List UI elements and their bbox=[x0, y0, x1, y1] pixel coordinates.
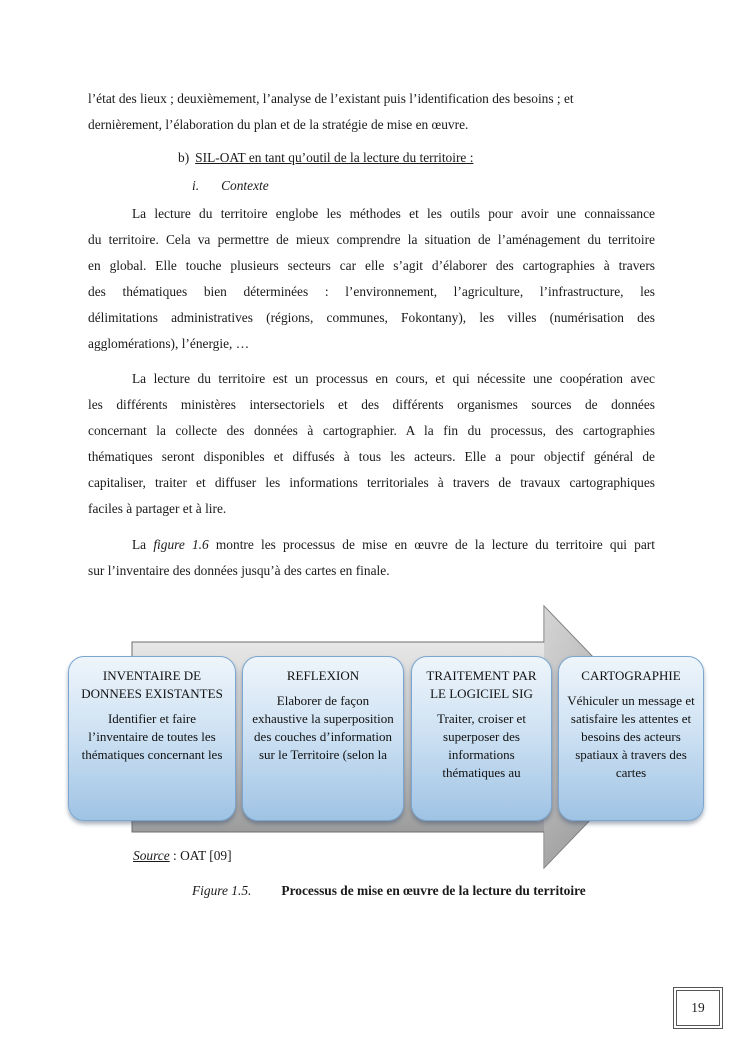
intro-line-1: l’état des lieux ; deuxièmement, l’analyse de l’existant puis l’identification des besoins ; et bbox=[88, 91, 574, 106]
para2-line-3: concernant la collecte des données à cartographier. A la fin du processus, des cartographies bbox=[88, 423, 655, 438]
step-4-body: Véhiculer un message et satisfaire les attentes et besoins des acteurs spatiaux à travers des cartes bbox=[567, 693, 695, 780]
step-1-body: Identifier et faire l’inventaire de toutes les thématiques concernant les bbox=[81, 711, 223, 762]
step-inventaire bbox=[68, 656, 236, 821]
step-cartographie bbox=[558, 656, 704, 821]
step-2-title: REFLEXION bbox=[286, 668, 360, 683]
para2-line-4: thématiques seront disponibles et diffusés à tous les acteurs. Elle a pour objectif général de bbox=[88, 449, 655, 464]
step-traitement bbox=[411, 656, 552, 821]
para1-line-2: du territoire. Cela va permettre de mieux comprendre la situation de l’aménagement du territoire bbox=[88, 232, 655, 247]
heading-b-label: SIL-OAT en tant qu’outil de la lecture du territoire : bbox=[195, 150, 474, 165]
figure-caption bbox=[192, 883, 586, 899]
para3-post: montre les processus de mise en œuvre de la lecture du territoire qui part bbox=[208, 537, 655, 552]
process-diagram bbox=[66, 604, 706, 870]
step-3-title: TRAITEMENT PAR LE LOGICIEL SIG bbox=[426, 668, 537, 701]
para3-line-2: sur l’inventaire des données jusqu’à des cartes en finale. bbox=[88, 563, 390, 578]
step-3-body: Traiter, croiser et superposer des informations thématiques au bbox=[437, 711, 526, 780]
heading-i-label: Contexte bbox=[221, 178, 269, 193]
figure-source bbox=[133, 848, 232, 864]
source-text: : OAT [09] bbox=[169, 848, 232, 863]
caption-figure-number: Figure 1.5. bbox=[192, 883, 252, 898]
para3-pre: La bbox=[132, 537, 154, 552]
para1-line-1: La lecture du territoire englobe les méthodes et les outils pour avoir une connaissance bbox=[132, 206, 655, 221]
para2-line-1: La lecture du territoire est un processus en cours, et qui nécessite une coopération avec bbox=[132, 371, 655, 386]
page-number: 19 bbox=[676, 990, 720, 1026]
caption-title: Processus de mise en œuvre de la lecture du territoire bbox=[281, 883, 586, 898]
para3-line-1 bbox=[88, 532, 655, 558]
intro-line-2: dernièrement, l’élaboration du plan et de la stratégie de mise en œuvre. bbox=[88, 117, 469, 132]
para2-line-2: les différents ministères intersectoriels et des différents organismes sources de données bbox=[88, 397, 655, 412]
para1-line-5: délimitations administratives (régions, communes, Fokontany), les villes (numérisation des bbox=[88, 310, 655, 325]
para1-line-3: en global. Elle touche plusieurs secteurs car elle s’agit d’élaborer des cartographies à travers bbox=[88, 258, 655, 273]
step-4-title: CARTOGRAPHIE bbox=[581, 668, 681, 683]
section-heading-b bbox=[178, 150, 473, 166]
para1-line-4: des thématiques bien déterminées : l’environnement, l’agriculture, l’infrastructure, les bbox=[88, 284, 655, 299]
section-heading-i bbox=[192, 178, 269, 194]
para1-line-6: agglomérations), l’énergie, … bbox=[88, 336, 250, 351]
heading-i-marker: i. bbox=[192, 178, 200, 193]
heading-b-marker: b) bbox=[178, 150, 190, 165]
step-2-body: Elaborer de façon exhaustive la superposition des couches d’information sur le Territoire (selon la bbox=[252, 693, 394, 762]
step-reflexion bbox=[242, 656, 404, 821]
para2-line-5: capitaliser, traiter et diffuser les informations territoriales à travers de travaux cartographiques bbox=[88, 475, 655, 490]
step-1-title: INVENTAIRE DE DONNEES EXISTANTES bbox=[81, 668, 223, 701]
source-label: Source bbox=[133, 848, 170, 863]
para2-line-6: faciles à partager et à lire. bbox=[88, 501, 227, 516]
figure-reference: figure 1.6 bbox=[153, 537, 209, 552]
